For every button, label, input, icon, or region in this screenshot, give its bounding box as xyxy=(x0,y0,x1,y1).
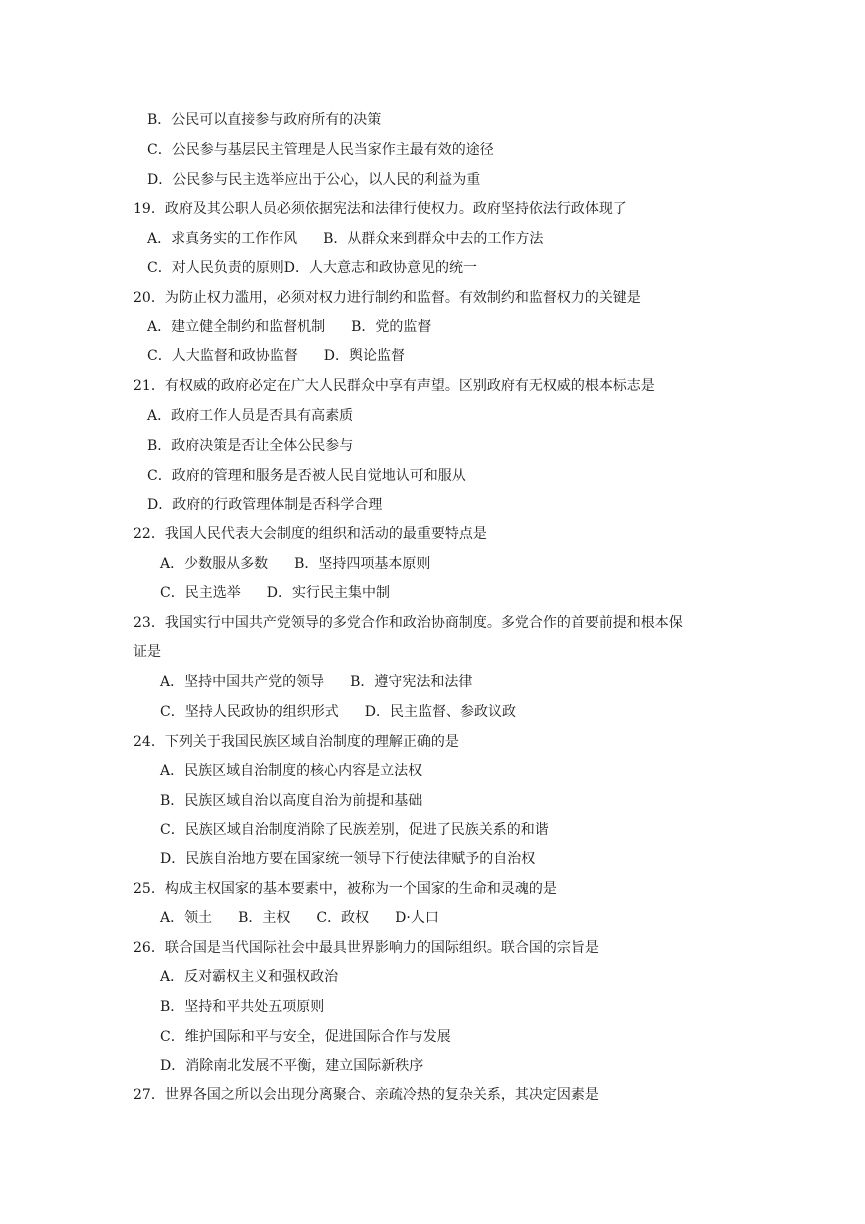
q24-option-b: B．民族区域自治以高度自治为前提和基础 xyxy=(160,793,423,809)
q23-option-b: B．遵守宪法和法律 xyxy=(350,674,473,690)
q22-options-ab xyxy=(160,555,430,573)
q18-option-b: B．公民可以直接参与政府所有的决策 xyxy=(147,112,382,128)
q25-option-d: D·人口 xyxy=(395,910,439,926)
q23-option-d: D．民主监督、参政议政 xyxy=(364,704,516,720)
q19-option-b: B．从群众来到群众中去的工作方法 xyxy=(323,231,544,247)
q26-option-c: C．维护国际和平与安全，促进国际合作与发展 xyxy=(160,1029,451,1045)
q23-option-c: C．坚持人民政协的组织形式 xyxy=(160,704,339,720)
q25-options xyxy=(160,909,439,927)
q23-stem-line1: 23．我国实行中国共产党领导的多党合作和政治协商制度。多党合作的首要前提和根本保 xyxy=(133,615,683,631)
q23-option-a: A．坚持中国共产党的领导 xyxy=(160,674,325,690)
q19-option-c: C．对人民负责的原则 xyxy=(147,260,284,276)
q21-stem: 21．有权威的政府必定在广大人民群众中享有声望。区别政府有无权威的根本标志是 xyxy=(133,378,655,394)
q22-option-a: A．少数服从多数 xyxy=(160,556,269,572)
q20-options-ab xyxy=(147,318,431,336)
q24-option-c: C．民族区域自治制度消除了民族差别，促进了民族关系的和谐 xyxy=(160,822,549,838)
q20-stem: 20．为防止权力滥用，必须对权力进行制约和监督。有效制约和监督权力的关键是 xyxy=(133,290,641,306)
q21-option-a: A．政府工作人员是否具有高素质 xyxy=(147,408,354,424)
q22-options-cd xyxy=(160,584,390,602)
q23-options-ab xyxy=(160,673,472,691)
q22-stem: 22．我国人民代表大会制度的组织和活动的最重要特点是 xyxy=(133,526,487,542)
q27-stem: 27．世界各国之所以会出现分离聚合、亲疏冷热的复杂关系，其决定因素是 xyxy=(133,1087,599,1103)
q26-option-d: D．消除南北发展不平衡，建立国际新秩序 xyxy=(160,1058,424,1074)
q21-option-d: D．政府的行政管理体制是否科学合理 xyxy=(147,497,383,513)
q22-option-d: D．实行民主集中制 xyxy=(266,585,390,601)
q24-option-a: A．民族区域自治制度的核心内容是立法权 xyxy=(160,763,423,779)
q18-option-d: D．公民参与民主选举应出于公心，以人民的利益为重 xyxy=(147,172,481,188)
q26-stem: 26．联合国是当代国际社会中最具世界影响力的国际组织。联合国的宗旨是 xyxy=(133,940,599,956)
q25-stem: 25．构成主权国家的基本要素中，被称为一个国家的生命和灵魂的是 xyxy=(133,881,557,897)
q20-option-b: B．党的监督 xyxy=(351,319,432,335)
q22-option-b: B．坚持四项基本原则 xyxy=(294,556,431,572)
q19-option-a: A．求真务实的工作作风 xyxy=(147,231,298,247)
q24-stem: 24．下列关于我国民族区域自治制度的理解正确的是 xyxy=(133,734,459,750)
q21-option-c: C．政府的管理和服务是否被人民自觉地认可和服从 xyxy=(147,468,466,484)
q18-option-c: C．公民参与基层民主管理是人民当家作主最有效的途径 xyxy=(147,142,494,158)
q20-options-cd xyxy=(147,347,405,365)
q26-option-a: A．反对霸权主义和强权政治 xyxy=(160,969,339,985)
q23-options-cd xyxy=(160,703,516,721)
q19-options-ab xyxy=(147,230,543,248)
q20-option-c: C．人大监督和政协监督 xyxy=(147,348,298,364)
q25-option-c: C．政权 xyxy=(316,910,370,926)
q25-option-a: A．领土 xyxy=(160,910,213,926)
q19-option-d: D．人大意志和政协意见的统一 xyxy=(283,260,477,276)
q22-option-c: C．民主选举 xyxy=(160,585,241,601)
q24-option-d: D．民族自治地方要在国家统一领导下行使法律赋予的自治权 xyxy=(160,851,536,867)
q21-option-b: B．政府决策是否让全体公民参与 xyxy=(147,438,354,454)
q23-stem-line2: 证是 xyxy=(133,644,161,660)
q20-option-a: A．建立健全制约和监督机制 xyxy=(147,319,326,335)
q19-options-cd xyxy=(147,259,477,277)
q19-stem: 19．政府及其公职人员必须依据宪法和法律行使权力。政府坚持依法行政体现了 xyxy=(133,201,627,217)
q20-option-d: D．舆论监督 xyxy=(323,348,405,364)
q26-option-b: B．坚持和平共处五项原则 xyxy=(160,999,325,1015)
q25-option-b: B．主权 xyxy=(238,910,291,926)
